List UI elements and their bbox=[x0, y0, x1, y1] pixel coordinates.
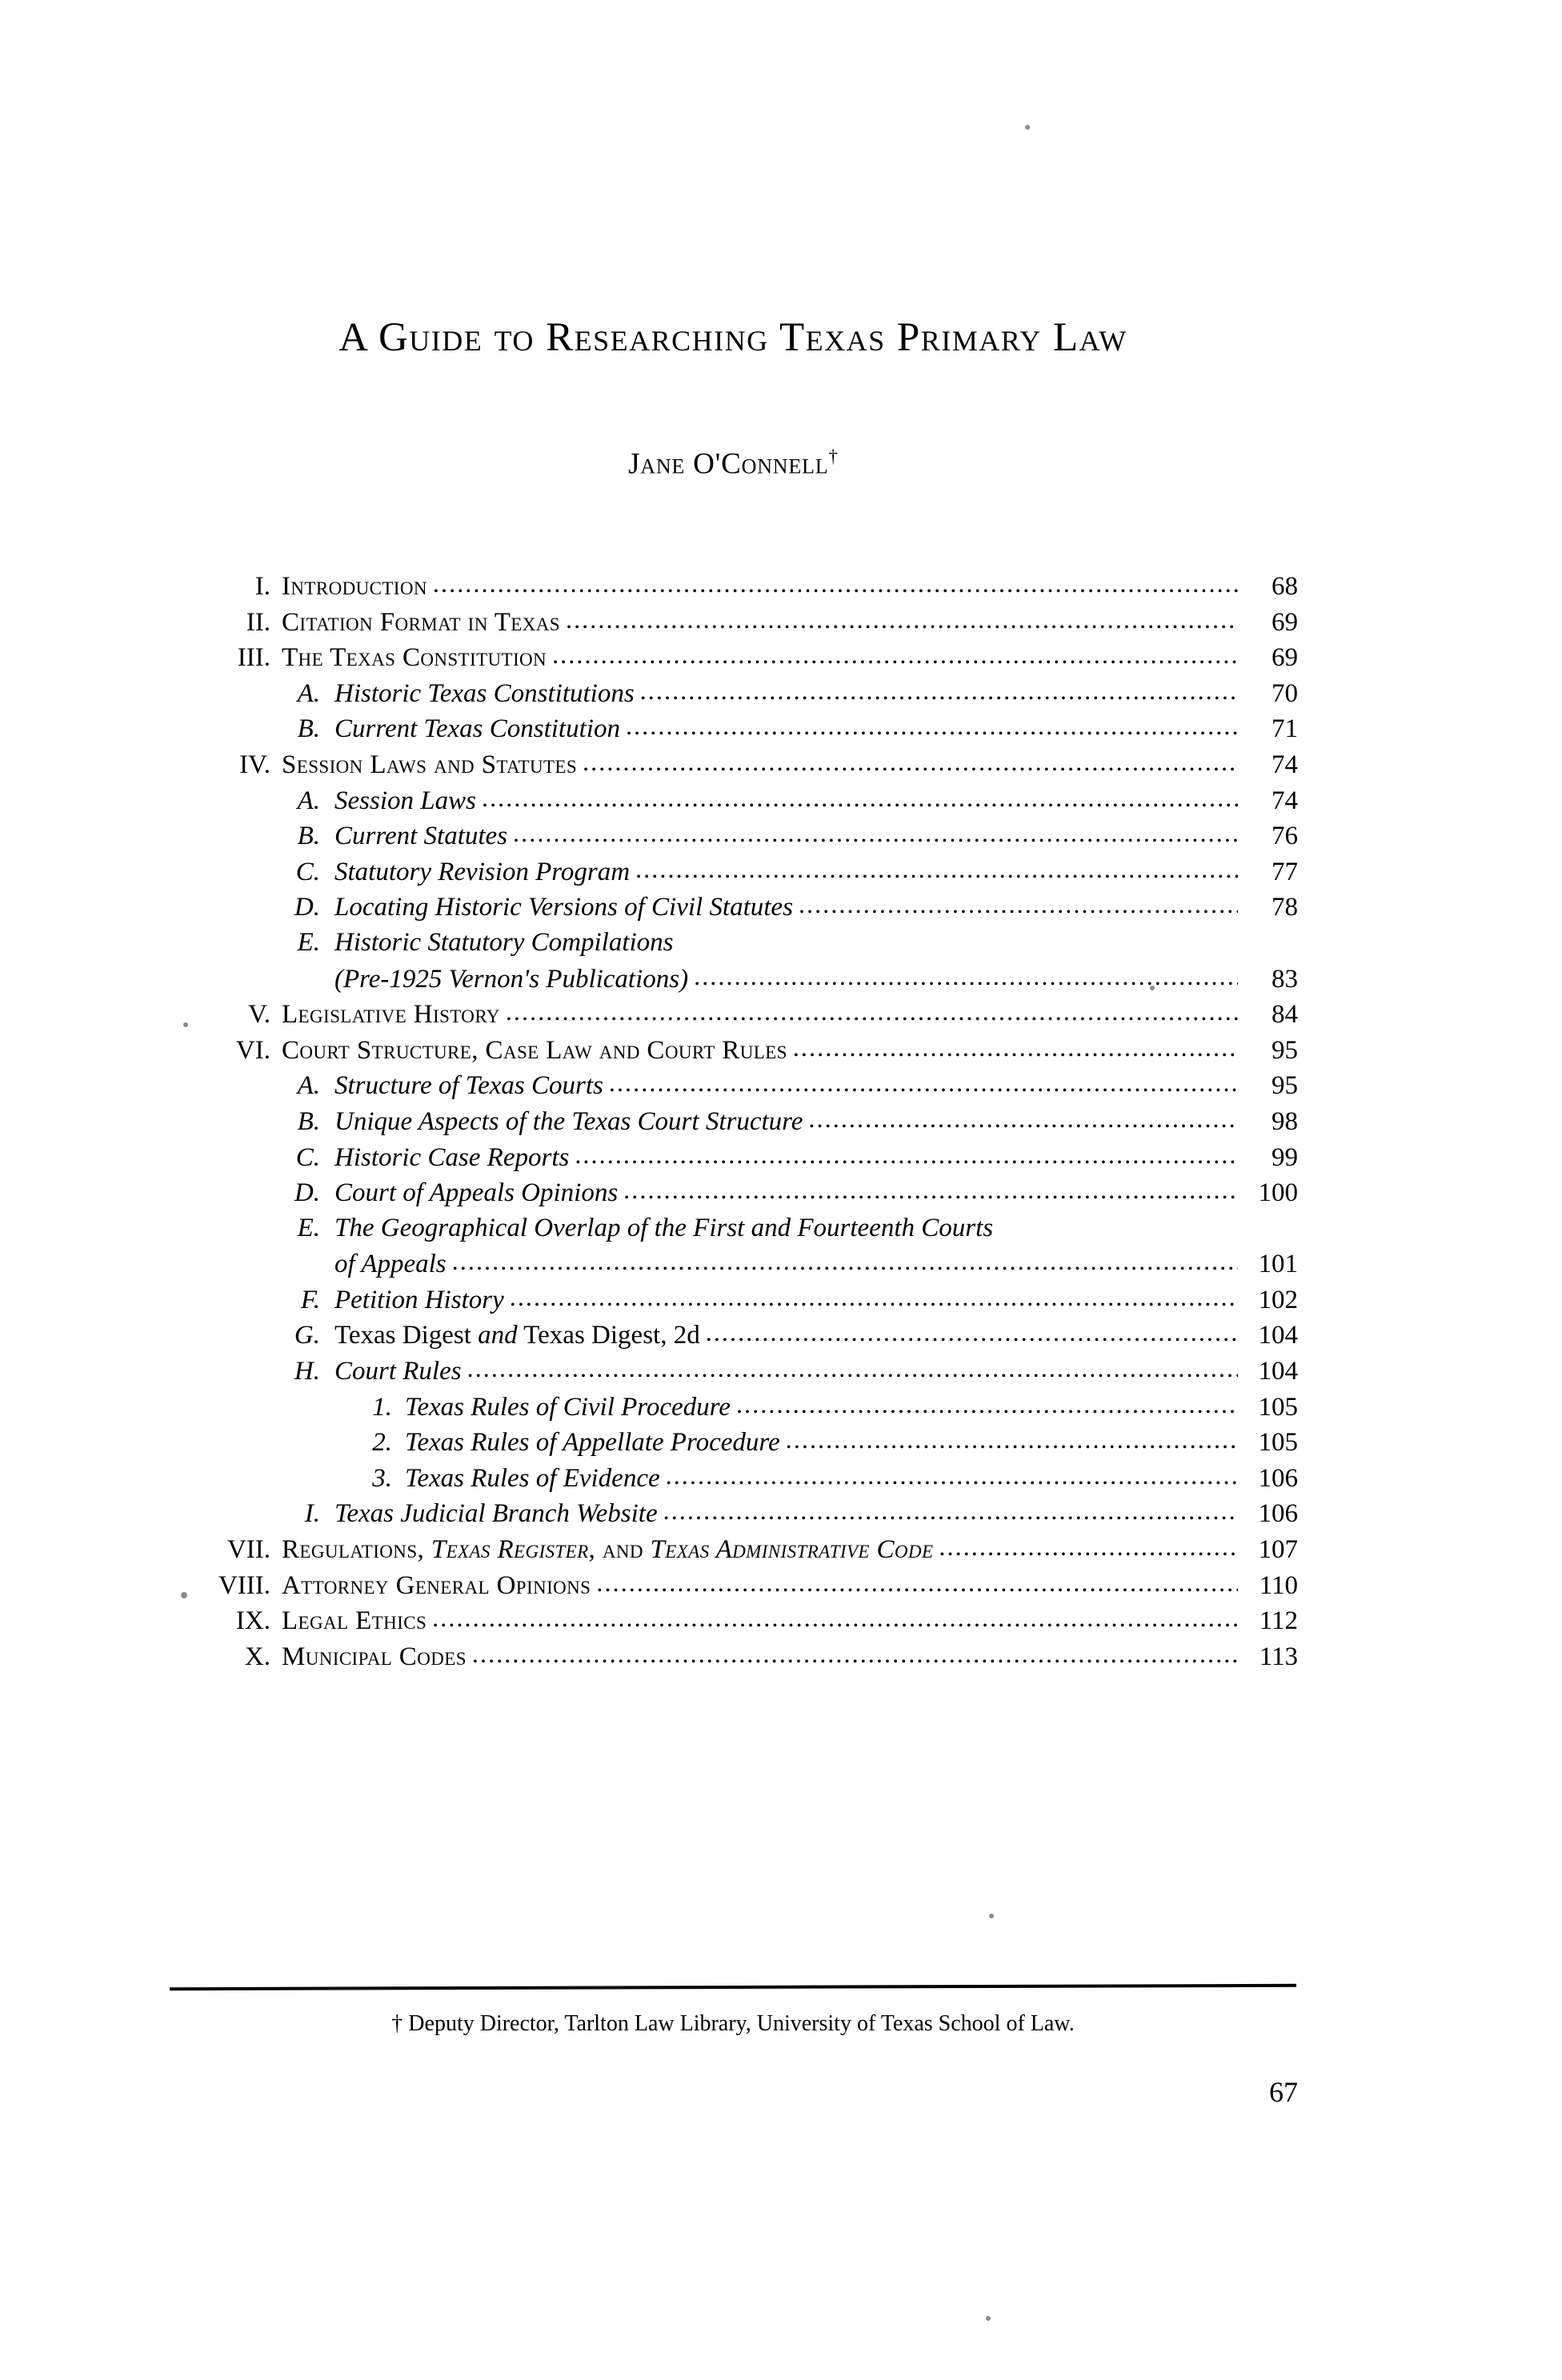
toc-entry[interactable] bbox=[168, 821, 1298, 857]
toc-leader-dots bbox=[799, 890, 1238, 919]
toc-entry-page-number: 71 bbox=[1272, 714, 1298, 744]
toc-entry[interactable] bbox=[168, 1427, 1298, 1463]
toc-entry-number: VI. bbox=[235, 1035, 270, 1065]
toc-leader-dots bbox=[706, 1318, 1238, 1347]
toc-entry[interactable] bbox=[168, 1463, 1298, 1499]
toc-entry-number: VII. bbox=[226, 1535, 270, 1565]
toc-entry-number: G. bbox=[294, 1321, 320, 1350]
footnote-marker-dagger: † bbox=[828, 446, 838, 466]
toc-entry-label: Legislative History bbox=[282, 1000, 500, 1030]
toc-entry-page-number: 69 bbox=[1272, 607, 1298, 637]
toc-entry[interactable] bbox=[168, 1035, 1298, 1071]
scan-artifact-speck bbox=[1150, 986, 1155, 990]
toc-leader-dots bbox=[566, 605, 1238, 634]
toc-entry[interactable] bbox=[168, 1142, 1298, 1178]
toc-entry[interactable] bbox=[168, 1534, 1298, 1570]
toc-entry[interactable] bbox=[168, 714, 1298, 750]
toc-leader-dots bbox=[472, 1639, 1238, 1669]
toc-entry-label: Current Statutes bbox=[334, 822, 508, 851]
toc-leader-dots bbox=[506, 997, 1238, 1026]
toc-entry-label: Texas Rules of Evidence bbox=[405, 1463, 660, 1493]
toc-entry-number: IV. bbox=[239, 750, 270, 779]
toc-entry-number: X. bbox=[244, 1642, 270, 1671]
toc-leader-dots bbox=[510, 1282, 1238, 1312]
toc-entry[interactable] bbox=[168, 607, 1298, 643]
toc-entry-page-number: 78 bbox=[1272, 893, 1298, 922]
toc-leader-dots bbox=[432, 1603, 1238, 1633]
scan-artifact-speck bbox=[181, 1592, 187, 1598]
table-of-contents bbox=[168, 571, 1298, 1677]
toc-leader-dots bbox=[575, 1140, 1238, 1170]
toc-entry[interactable] bbox=[168, 1356, 1298, 1392]
toc-entry-page-number: 95 bbox=[1272, 1035, 1298, 1065]
toc-entry-label: Current Texas Constitution bbox=[334, 714, 620, 744]
toc-entry[interactable] bbox=[168, 642, 1298, 678]
toc-entry-label: Court of Appeals Opinions bbox=[334, 1178, 619, 1208]
toc-entry[interactable] bbox=[168, 1570, 1298, 1606]
toc-entry-number: D. bbox=[294, 1178, 320, 1208]
toc-entry-page-number: 95 bbox=[1272, 1071, 1298, 1101]
toc-entry-label: Citation Format in Texas bbox=[282, 607, 560, 637]
toc-entry[interactable] bbox=[168, 964, 1298, 1000]
toc-entry-label-part: Texas Digest bbox=[334, 1321, 479, 1350]
toc-entry-page-number: 105 bbox=[1258, 1428, 1298, 1458]
toc-leader-dots bbox=[640, 676, 1238, 706]
toc-leader-dots bbox=[786, 1425, 1238, 1454]
toc-entry-page-number: 102 bbox=[1258, 1285, 1298, 1314]
toc-entry-label: Municipal Codes bbox=[282, 1642, 467, 1671]
toc-entry-page-number: 77 bbox=[1272, 857, 1298, 886]
toc-leader-dots bbox=[467, 1354, 1238, 1383]
toc-entry-label: (Pre-1925 Vernon's Publications) bbox=[334, 964, 689, 994]
toc-entry-label: Attorney General Opinions bbox=[282, 1570, 591, 1600]
toc-leader-dots bbox=[452, 1246, 1238, 1276]
toc-entry-page-number: 70 bbox=[1272, 678, 1298, 708]
toc-entry-number: II. bbox=[246, 607, 270, 637]
toc-leader-dots bbox=[482, 783, 1238, 813]
toc-entry-number: C. bbox=[295, 857, 320, 886]
toc-entry-page-number: 105 bbox=[1258, 1392, 1298, 1422]
toc-entry-page-number: 74 bbox=[1272, 750, 1298, 779]
toc-leader-dots bbox=[609, 1068, 1238, 1098]
toc-entry[interactable] bbox=[168, 1106, 1298, 1142]
toc-entry[interactable] bbox=[168, 1178, 1298, 1214]
toc-entry-page-number: 84 bbox=[1272, 1000, 1298, 1030]
toc-leader-dots bbox=[663, 1496, 1238, 1526]
toc-entry-page-number: 104 bbox=[1258, 1357, 1298, 1386]
toc-entry-number: A. bbox=[297, 678, 320, 708]
toc-entry-label bbox=[334, 1321, 703, 1350]
scan-artifact-speck bbox=[989, 1914, 994, 1918]
toc-entry[interactable] bbox=[168, 1214, 1298, 1250]
toc-entry-label: Historic Texas Constitutions bbox=[334, 678, 635, 708]
toc-entry-number: B. bbox=[297, 822, 320, 851]
toc-entry-number: III. bbox=[237, 643, 270, 673]
toc-leader-dots bbox=[736, 1390, 1238, 1419]
toc-entry-number: H. bbox=[294, 1357, 320, 1386]
toc-entry-number: B. bbox=[297, 1106, 320, 1136]
toc-entry-label: Statutory Revision Program bbox=[334, 857, 631, 886]
toc-entry-page-number: 106 bbox=[1258, 1463, 1298, 1493]
toc-entry-number: IX. bbox=[235, 1606, 270, 1636]
toc-entry[interactable] bbox=[168, 750, 1298, 786]
toc-entry[interactable] bbox=[168, 1392, 1298, 1428]
toc-entry-page-number: 104 bbox=[1258, 1321, 1298, 1350]
toc-entry-label-part: Regulations, bbox=[282, 1535, 431, 1565]
toc-entry-page-number: 69 bbox=[1272, 643, 1298, 673]
toc-entry[interactable] bbox=[168, 1642, 1298, 1678]
toc-entry-label: The Texas Constitution bbox=[282, 643, 547, 673]
toc-entry[interactable] bbox=[168, 1320, 1298, 1356]
toc-entry-label: Unique Aspects of the Texas Court Structure bbox=[334, 1106, 803, 1136]
toc-entry-label: Texas Rules of Appellate Procedure bbox=[405, 1428, 780, 1458]
toc-leader-dots bbox=[513, 818, 1238, 848]
toc-entry-number: I. bbox=[304, 1499, 320, 1529]
toc-leader-dots bbox=[623, 1175, 1238, 1205]
toc-entry-label: Historic Case Reports bbox=[334, 1142, 570, 1172]
toc-entry-number: A. bbox=[297, 786, 320, 815]
toc-leader-dots bbox=[666, 1461, 1238, 1490]
toc-leader-dots bbox=[433, 569, 1238, 598]
toc-entry-label: Historic Statutory Compilations bbox=[334, 927, 674, 957]
toc-entry-label: Session Laws and Statutes bbox=[282, 750, 578, 779]
toc-entry-label: Session Laws bbox=[334, 786, 476, 815]
toc-entry-number: VIII. bbox=[218, 1570, 270, 1600]
toc-entry-label: Legal Ethics bbox=[282, 1606, 427, 1636]
toc-leader-dots bbox=[694, 962, 1238, 991]
toc-leader-dots bbox=[635, 854, 1238, 884]
toc-entry-number: E. bbox=[297, 1213, 320, 1242]
toc-entry-number: E. bbox=[297, 927, 320, 957]
toc-leader-dots bbox=[939, 1532, 1238, 1562]
scan-artifact-speck bbox=[1025, 125, 1030, 130]
toc-entry-label-part: Texas Digest, 2d bbox=[517, 1321, 700, 1350]
toc-entry-page-number: 112 bbox=[1259, 1606, 1298, 1636]
toc-entry-label: Petition History bbox=[334, 1285, 504, 1314]
toc-entry-label bbox=[282, 1535, 936, 1565]
toc-entry-page-number: 106 bbox=[1258, 1499, 1298, 1529]
footnote-separator-rule bbox=[170, 1984, 1296, 1990]
toc-entry-label: Structure of Texas Courts bbox=[334, 1071, 603, 1101]
toc-entry[interactable] bbox=[168, 1606, 1298, 1642]
toc-entry-label-part: Texas Administrative Code bbox=[650, 1535, 934, 1565]
toc-entry-page-number: 99 bbox=[1272, 1142, 1298, 1172]
toc-entry-page-number: 74 bbox=[1272, 786, 1298, 815]
toc-entry-page-number: 83 bbox=[1272, 964, 1298, 994]
page-number: 67 bbox=[1269, 2076, 1298, 2108]
toc-entry-number: I. bbox=[254, 572, 270, 601]
toc-entry[interactable] bbox=[168, 786, 1298, 822]
toc-leader-dots bbox=[583, 747, 1238, 777]
toc-entry-label: Texas Judicial Branch Website bbox=[334, 1499, 658, 1529]
page-title: A Guide to Researching Texas Primary Law bbox=[338, 315, 1127, 360]
toc-entry-label-part: and bbox=[478, 1321, 518, 1350]
toc-leader-dots bbox=[808, 1104, 1238, 1134]
toc-leader-dots bbox=[626, 711, 1238, 741]
toc-entry-number: 1. bbox=[372, 1392, 392, 1422]
author-name: Jane O'Connell bbox=[628, 447, 829, 481]
toc-entry-page-number: 76 bbox=[1272, 822, 1298, 851]
footnote-text: † Deputy Director, Tarlton Law Library, University of Texas School of Law. bbox=[391, 2011, 1075, 2036]
toc-entry-page-number: 68 bbox=[1272, 572, 1298, 601]
toc-entry[interactable] bbox=[168, 1285, 1298, 1321]
toc-leader-dots bbox=[552, 640, 1238, 670]
toc-entry-label-part: Texas Register, bbox=[431, 1535, 596, 1565]
toc-leader-dots bbox=[596, 1568, 1238, 1598]
toc-entry[interactable] bbox=[168, 999, 1298, 1035]
toc-entry[interactable] bbox=[168, 1498, 1298, 1534]
toc-entry-number: 3. bbox=[372, 1463, 392, 1493]
author-byline bbox=[168, 446, 1298, 481]
toc-entry[interactable] bbox=[168, 571, 1298, 607]
toc-entry[interactable] bbox=[168, 857, 1298, 893]
toc-entry-number: F. bbox=[300, 1285, 320, 1314]
toc-entry-number: B. bbox=[297, 714, 320, 744]
toc-entry-label: Texas Rules of Civil Procedure bbox=[405, 1392, 731, 1422]
toc-entry[interactable] bbox=[168, 892, 1298, 928]
toc-entry[interactable] bbox=[168, 1249, 1298, 1285]
toc-entry-label: Court Rules bbox=[334, 1357, 462, 1386]
toc-entry[interactable] bbox=[168, 678, 1298, 714]
toc-entry-label: Court Structure, Case Law and Court Rules bbox=[282, 1035, 787, 1065]
toc-entry-number: V. bbox=[248, 1000, 270, 1030]
toc-entry-page-number: 98 bbox=[1272, 1106, 1298, 1136]
toc-entry[interactable] bbox=[168, 928, 1298, 964]
title-block bbox=[168, 316, 1298, 360]
toc-entry-page-number: 107 bbox=[1258, 1535, 1298, 1565]
toc-entry-label: The Geographical Overlap of the First and Fourteenth Courts bbox=[334, 1213, 994, 1242]
toc-entry-label: of Appeals bbox=[334, 1250, 447, 1279]
toc-entry-number: 2. bbox=[372, 1428, 392, 1458]
toc-entry[interactable] bbox=[168, 1070, 1298, 1106]
toc-entry-page-number: 113 bbox=[1259, 1642, 1298, 1671]
toc-leader-dots bbox=[793, 1033, 1238, 1062]
toc-entry-label: Introduction bbox=[282, 572, 427, 601]
toc-entry-page-number: 110 bbox=[1259, 1570, 1298, 1600]
toc-entry-page-number: 100 bbox=[1258, 1178, 1298, 1208]
toc-entry-page-number: 101 bbox=[1258, 1250, 1298, 1279]
scan-artifact-speck bbox=[183, 1022, 188, 1027]
toc-entry-number: A. bbox=[297, 1071, 320, 1101]
toc-entry-number: C. bbox=[295, 1142, 320, 1172]
toc-entry-label: Locating Historic Versions of Civil Statutes bbox=[334, 893, 793, 922]
toc-entry-label-part: and bbox=[595, 1535, 651, 1565]
scan-artifact-speck bbox=[986, 2316, 991, 2321]
toc-entry-number: D. bbox=[294, 893, 320, 922]
